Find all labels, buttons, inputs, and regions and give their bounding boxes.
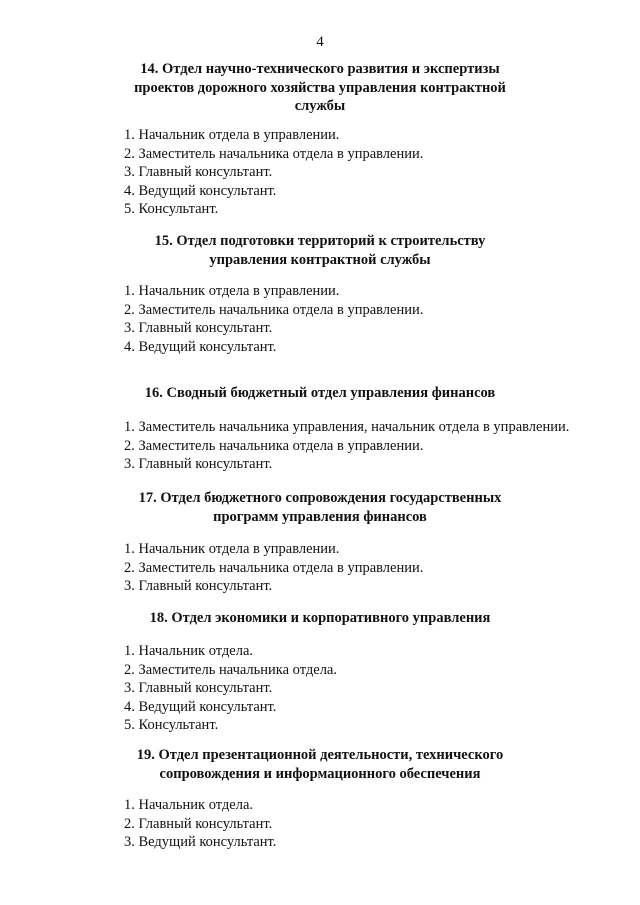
list-item: 1. Начальник отдела в управлении. xyxy=(124,541,340,557)
list-item: 1. Начальник отдела. xyxy=(124,797,254,813)
position-list xyxy=(124,796,276,852)
list-item: 3. Главный консультант. xyxy=(124,680,273,696)
list-item: 4. Ведущий консультант. xyxy=(124,698,277,715)
list-item: 2. Главный консультант. xyxy=(124,815,273,832)
section-17 xyxy=(0,489,640,594)
list-item: 4. Ведущий консультант. xyxy=(124,182,277,199)
section-title-line: службы xyxy=(294,98,346,114)
list-item: 3. Главный консультант. xyxy=(124,164,273,180)
section-16 xyxy=(0,384,640,472)
position-list xyxy=(124,418,569,474)
list-item: 3. Главный консультант. xyxy=(124,320,273,336)
section-title xyxy=(0,384,640,403)
section-title xyxy=(0,232,640,269)
list-item: 3. Ведущий консультант. xyxy=(124,834,277,850)
section-title-line: 16. Сводный бюджетный отдел управления финансов xyxy=(144,385,496,401)
section-title xyxy=(0,609,640,628)
section-title xyxy=(0,489,640,526)
section-title-line: программ управления финансов xyxy=(213,508,427,525)
section-19 xyxy=(0,746,640,850)
section-15 xyxy=(0,232,640,355)
section-title-line: проектов дорожного хозяйства управления контрактной xyxy=(134,79,506,96)
section-18 xyxy=(0,609,640,733)
section-title-line: 19. Отдел презентационной деятельности, технического xyxy=(136,747,504,763)
list-item: 5. Консультант. xyxy=(124,201,219,217)
list-item: 1. Начальник отдела в управлении. xyxy=(124,283,340,299)
position-list xyxy=(124,540,423,596)
list-item: 2. Заместитель начальника отдела в управлении. xyxy=(124,301,424,318)
list-item: 2. Заместитель начальника отдела. xyxy=(124,661,337,678)
list-item: 1. Заместитель начальника управления, начальник отдела в управлении. xyxy=(124,419,570,435)
section-title xyxy=(0,746,640,783)
list-item: 2. Заместитель начальника отдела в управлении. xyxy=(124,559,424,576)
section-14 xyxy=(0,60,640,217)
list-item: 2. Заместитель начальника отдела в управлении. xyxy=(124,437,424,454)
list-item: 4. Ведущий консультант. xyxy=(124,338,277,355)
list-item: 3. Главный консультант. xyxy=(124,456,273,472)
section-title-line: управления контрактной службы xyxy=(209,251,431,268)
list-item: 1. Начальник отдела в управлении. xyxy=(124,127,340,143)
list-item: 5. Консультант. xyxy=(124,717,219,733)
page-number: 4 xyxy=(316,34,324,50)
list-item: 1. Начальник отдела. xyxy=(124,643,254,659)
section-title xyxy=(0,60,640,116)
position-list xyxy=(124,126,423,219)
section-title-line: 17. Отдел бюджетного сопровождения государственных xyxy=(138,490,502,506)
section-title-line: 18. Отдел экономики и корпоративного управления xyxy=(149,610,491,626)
list-item: 2. Заместитель начальника отдела в управлении. xyxy=(124,145,424,162)
position-list xyxy=(124,282,423,356)
section-title-line: 14. Отдел научно-технического развития и экспертизы xyxy=(140,61,500,77)
position-list xyxy=(124,642,337,735)
section-title-line: 15. Отдел подготовки территорий к строительству xyxy=(154,233,486,249)
section-title-line: сопровождения и информационного обеспечения xyxy=(159,765,481,782)
list-item: 3. Главный консультант. xyxy=(124,578,273,594)
